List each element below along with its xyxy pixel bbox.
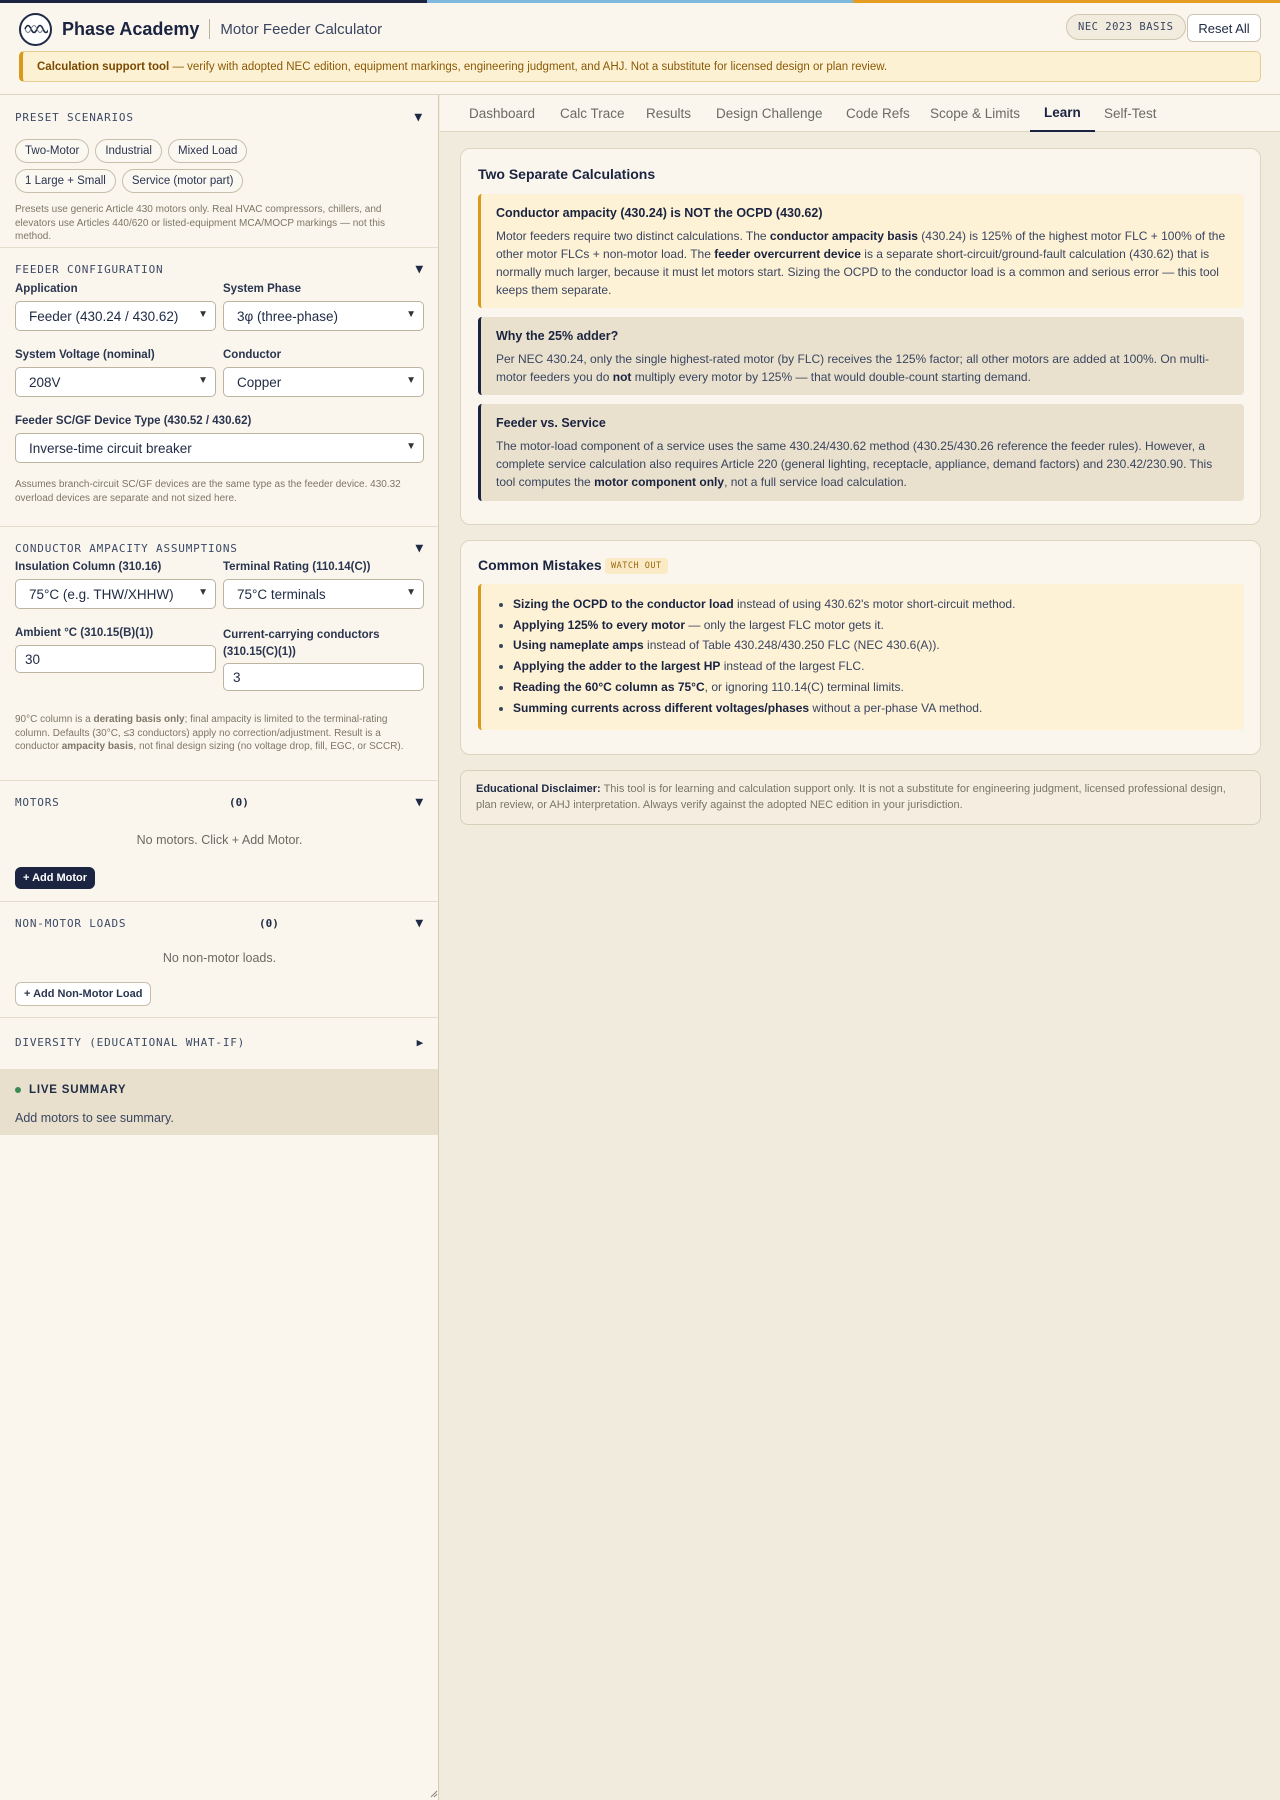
conductor-select[interactable]: [223, 367, 424, 397]
chevron-down-icon: ▼: [406, 587, 416, 598]
callout-body: Motor feeders require two distinct calculations. The conductor ampacity basis (430.24) is 125% of the highest motor FLC + 100% of the other motor FLCs + non-motor load. The feeder overcurrent device is a separate short-circuit/ground-fault calculation (430.62) that is normally much larger, because it must let motors start. Sizing the OCPD to the conductor load is a common and serious error — this tool keeps them separate.: [496, 229, 1226, 297]
disclaimer-text: This tool is for learning and calculation support only. It is not a substitute for engineering judgment, licensed professional design, plan review, or AHJ interpretation. Always verify against the adopted NEC edition in your jurisdiction.: [476, 783, 1226, 811]
section-title: MOTORS: [15, 795, 60, 809]
banner-text: — verify with adopted NEC edition, equipment markings, engineering judgment, and AHJ. Not a substitute for licensed design or plan review.: [169, 60, 888, 73]
system-phase-select[interactable]: [223, 301, 424, 331]
ambient-label: Ambient °C (310.15(B)(1)): [15, 627, 154, 639]
list-item: • Applying 125% to every motor — only the largest FLC motor gets it.: [513, 615, 1229, 636]
add-non-motor-load-button[interactable]: + Add Non-Motor Load: [15, 982, 151, 1006]
motor-count: (0): [229, 796, 249, 809]
feeder-configuration-header[interactable]: [15, 259, 424, 279]
insulation-column-value: 75°C (e.g. THW/XHHW): [29, 586, 174, 602]
callout-25-percent-adder: [478, 317, 1244, 395]
list-item: • Reading the 60°C column as 75°C, or ignoring 110.14(C) terminal limits.: [513, 677, 1229, 698]
card-title: Two Separate Calculations: [478, 166, 656, 182]
motors-section: [0, 781, 438, 902]
callout-body: The motor-load component of a service uses the same 430.24/430.62 method (430.25/430.26 reference the feeder rules). However, a complete service calculation also requires Article 220 (general lighting, receptacle, appliance, demand factors) and 230.42/230.90. This tool computes the motor component only, not a full service load calculation.: [496, 439, 1213, 489]
ccc-input[interactable]: 3: [223, 663, 424, 691]
expand-triangle-icon[interactable]: ▶: [416, 1035, 424, 1049]
live-summary-text: Add motors to see summary.: [15, 1111, 174, 1125]
non-motor-loads-section: [0, 902, 438, 1018]
system-phase-value: 3φ (three-phase): [237, 308, 339, 324]
preset-chip-service[interactable]: Service (motor part): [122, 169, 244, 193]
live-summary-title: [15, 1084, 126, 1096]
terminal-rating-label: Terminal Rating (110.14(C)): [223, 561, 371, 573]
callout-feeder-vs-service: [478, 404, 1244, 501]
device-type-label: Feeder SC/GF Device Type (430.52 / 430.62): [15, 415, 252, 427]
presets-note: Presets use generic Article 430 motors only. Real HVAC compressors, chillers, and elevators use Articles 440/620 or listed-equipment MCA/MOCP markings — not this method.: [15, 204, 385, 242]
app-title: Motor Feeder Calculator: [220, 20, 383, 38]
chevron-down-icon: ▼: [198, 309, 208, 320]
feeder-configuration-section: [0, 248, 438, 527]
add-motor-button[interactable]: + Add Motor: [15, 867, 95, 889]
callout-body: Per NEC 430.24, only the single highest-rated motor (by FLC) receives the 125% factor; all other motors are added at 100%. On multi-motor feeders you do not multiply every motor by 125% — that would double-count starting demand.: [496, 352, 1210, 384]
tab-calc-trace[interactable]: Calc Trace: [560, 106, 625, 121]
preset-chip-list: [15, 139, 345, 193]
tab-self-test[interactable]: Self-Test: [1104, 106, 1157, 121]
tab-design-challenge[interactable]: Design Challenge: [716, 106, 823, 121]
preset-chip-two-motor[interactable]: Two-Motor: [15, 139, 89, 163]
live-summary-label: LIVE SUMMARY: [29, 1084, 127, 1096]
feeder-note: Assumes branch-circuit SC/GF devices are the same type as the feeder device. 430.32 overload devices are separate and not sized here.: [15, 479, 401, 504]
section-title: NON-MOTOR LOADS: [15, 916, 127, 930]
callout-title: Why the 25% adder?: [496, 329, 619, 343]
callout-title: Feeder vs. Service: [496, 416, 606, 430]
chevron-down-icon: ▼: [198, 375, 208, 386]
sidebar: [0, 95, 439, 1800]
reset-all-button[interactable]: Reset All: [1187, 14, 1261, 42]
section-title: CONDUCTOR AMPACITY ASSUMPTIONS: [15, 541, 238, 555]
list-item: • Sizing the OCPD to the conductor load instead of using 430.62's motor short-circuit method.: [513, 594, 1229, 615]
card-title: Common Mistakes: [478, 557, 602, 573]
preset-chip-mixed-load[interactable]: Mixed Load: [168, 139, 247, 163]
ampacity-assumptions-section: [0, 527, 438, 781]
tab-dashboard[interactable]: Dashboard: [469, 106, 536, 121]
system-voltage-label: System Voltage (nominal): [15, 349, 155, 361]
live-status-dot-icon: [15, 1087, 21, 1093]
conductor-label: Conductor: [223, 349, 282, 361]
sine-wave-logo-icon: [19, 13, 52, 46]
non-motor-empty-message: No non-motor loads.: [162, 951, 277, 965]
tab-scope-limits[interactable]: Scope & Limits: [930, 106, 1021, 121]
diversity-section: [0, 1018, 438, 1070]
collapse-triangle-icon[interactable]: ▼: [415, 540, 424, 556]
brand-name: Phase Academy: [62, 18, 200, 39]
chevron-down-icon: ▼: [198, 587, 208, 598]
ampacity-note: 90°C column is a derating basis only; final ampacity is limited to the terminal-rating column. Defaults (30°C, ≤3 conductors) apply no correction/adjustment. Result is a conductor ampacity basis, not final design sizing (no voltage drop, fill, EGC, or SCCR).: [15, 714, 404, 752]
two-calculations-card: [460, 148, 1261, 525]
collapse-triangle-icon[interactable]: ▼: [415, 915, 424, 931]
ambient-input[interactable]: 30: [15, 645, 216, 673]
application-select[interactable]: [15, 301, 216, 331]
section-title: FEEDER CONFIGURATION: [15, 262, 164, 276]
application-value: Feeder (430.24 / 430.62): [29, 308, 179, 324]
terminal-rating-select[interactable]: [223, 579, 424, 609]
list-item: • Summing currents across different voltages/phases without a per-phase VA method.: [513, 698, 1229, 719]
section-title: DIVERSITY (EDUCATIONAL WHAT-IF): [15, 1035, 246, 1049]
chevron-down-icon: ▼: [406, 441, 416, 452]
brand-divider: [209, 19, 210, 39]
common-mistakes-card: [460, 540, 1261, 755]
collapse-triangle-icon[interactable]: ▼: [414, 109, 423, 125]
preset-scenarios-header[interactable]: [15, 107, 423, 127]
collapse-triangle-icon[interactable]: ▼: [415, 794, 424, 810]
tab-results[interactable]: Results: [646, 106, 692, 121]
brand: [19, 11, 382, 47]
application-label: Application: [15, 283, 78, 295]
conductor-value: Copper: [237, 374, 282, 390]
device-type-select[interactable]: [15, 433, 424, 463]
device-type-value: Inverse-time circuit breaker: [29, 440, 192, 456]
callout-conductor-vs-ocpd: [478, 194, 1244, 308]
diversity-header[interactable]: [15, 1032, 424, 1052]
insulation-column-select[interactable]: [15, 579, 216, 609]
tab-code-refs[interactable]: Code Refs: [846, 106, 910, 121]
preset-chip-large-small[interactable]: 1 Large + Small: [15, 169, 116, 193]
list-item: • Applying the adder to the largest HP instead of the largest FLC.: [513, 656, 1229, 677]
ampacity-assumptions-header[interactable]: [15, 538, 424, 558]
watch-out-badge: WATCH OUT: [605, 558, 668, 574]
callout-title: Conductor ampacity (430.24) is NOT the OCPD (430.62): [496, 206, 823, 220]
chevron-down-icon: ▼: [406, 375, 416, 386]
insulation-column-label: Insulation Column (310.16): [15, 561, 162, 573]
system-phase-label: System Phase: [223, 283, 301, 295]
main-tab-bar: [440, 95, 1280, 132]
system-voltage-select[interactable]: [15, 367, 216, 397]
preset-scenarios-section: [0, 95, 438, 248]
list-item: • Using nameplate amps instead of Table 430.248/430.250 FLC (NEC 430.6(A)).: [513, 635, 1229, 656]
live-summary-panel: [0, 1069, 438, 1135]
mistakes-list: [478, 584, 1244, 730]
preset-chip-industrial[interactable]: Industrial: [95, 139, 162, 163]
tab-learn[interactable]: Learn: [1030, 95, 1095, 132]
chevron-down-icon: ▼: [406, 309, 416, 320]
educational-disclaimer: [460, 770, 1261, 825]
non-motor-count: (0): [259, 917, 279, 930]
banner-title: Calculation support tool: [37, 60, 170, 73]
ccc-label: Current-carrying conductors (310.15(C)(1)): [223, 629, 380, 658]
terminal-rating-value: 75°C terminals: [237, 586, 326, 602]
collapse-triangle-icon[interactable]: ▼: [415, 261, 424, 277]
section-title: PRESET SCENARIOS: [15, 110, 134, 124]
nec-basis-badge: NEC 2023 BASIS: [1066, 14, 1186, 40]
motors-empty-message: No motors. Click + Add Motor.: [136, 833, 303, 847]
non-motor-loads-header[interactable]: [15, 913, 424, 933]
disclaimer-title: Educational Disclaimer:: [476, 783, 601, 795]
support-tool-banner: [19, 51, 1261, 82]
app-header: [0, 3, 1280, 95]
system-voltage-value: 208V: [29, 374, 61, 390]
motors-header[interactable]: [15, 792, 424, 812]
resize-handle-icon[interactable]: [428, 1788, 438, 1798]
